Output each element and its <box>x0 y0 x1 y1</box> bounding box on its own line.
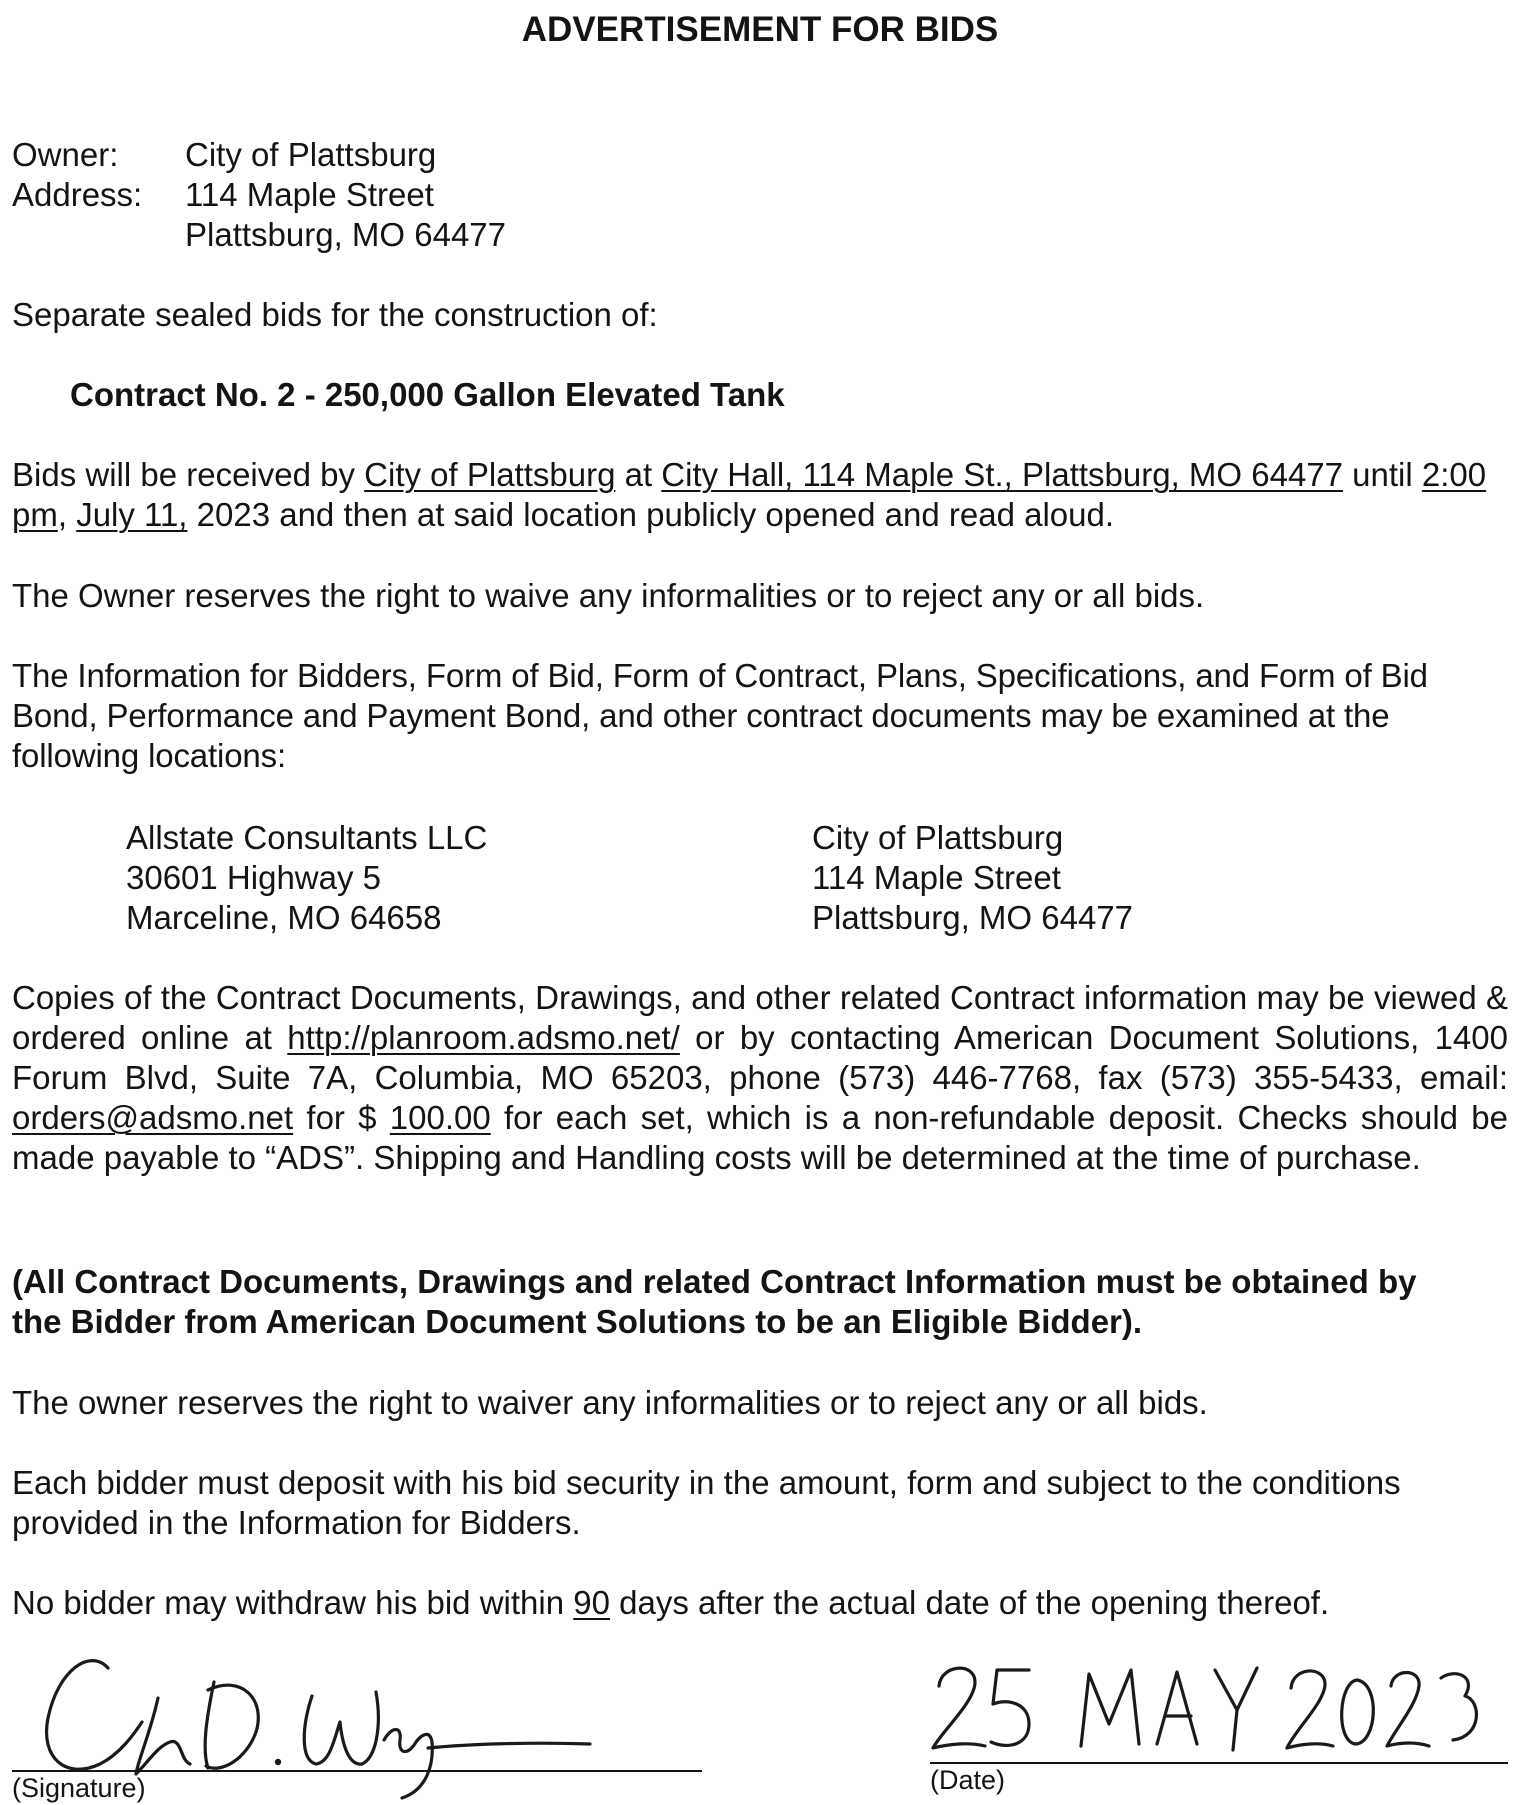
document-title: ADVERTISEMENT FOR BIDS <box>521 10 999 49</box>
owner-label: Owner: <box>12 136 119 173</box>
owner-address-block <box>12 135 1508 255</box>
eligibility-note: (All Contract Documents, Drawings and related Contract Information must be obtained by the Bidder from American Document Solutions to be an Eligible Bidder). <box>12 1263 1417 1340</box>
contract-title: Contract No. 2 - 250,000 Gallon Elevated Tank <box>70 376 785 413</box>
bid-date: July 11, <box>76 496 188 533</box>
information-paragraph: The Information for Bidders, Form of Bid, Form of Contract, Plans, Specifications, and Form of Bid Bond, Performance and Payment Bond, and other contract documents may be examined at the following locations: <box>12 657 1428 774</box>
reserve-right-paragraph: The Owner reserves the right to waive any informalities or to reject any or all bids. <box>12 577 1205 614</box>
location-city: City of Plattsburg 114 Maple Street Plattsburg, MO 64477 <box>812 819 1134 936</box>
copies-paragraph: Copies of the Contract Documents, Drawings, and other related Contract information may be viewed & ordered online at http://planroom.adsmo.net/ or by contacting American Document Solutions, 1400 Forum Blvd, Suite 7A, Columbia, MO 65203, phone (573) 446-7768, fax (573) 355-5433, email: orders@adsmo.net for $ 100.00 for each set, which is a non-refundable deposit. Checks should be made payable to “ADS”. Shipping and Handling costs will be determined at the time of purchase. <box>12 979 1508 1176</box>
withdraw-paragraph: No bidder may withdraw his bid within 90 days after the actual date of the opening thereof. <box>12 1584 1330 1621</box>
bid-location: City Hall, 114 Maple St., Plattsburg, MO 64477 <box>661 456 1344 493</box>
date-caption: (Date) <box>930 1765 1006 1795</box>
receiver-name: City of Plattsburg <box>364 456 616 493</box>
planroom-link[interactable]: http://planroom.adsmo.net/ <box>287 1019 680 1056</box>
signature-caption: (Signature) <box>12 1773 146 1803</box>
address-line-2: Plattsburg, MO 64477 <box>185 216 507 253</box>
bids-received-paragraph: Bids will be received by City of Plattsburg at City Hall, 114 Maple St., Plattsburg, MO 64477 until 2:00 pm, July 11, 2023 and then at said location publicly opened and read aloud. <box>12 456 1487 533</box>
withdraw-days: 90 <box>573 1584 610 1621</box>
address-label: Address: <box>12 176 143 213</box>
address-line-1: 114 Maple Street <box>185 176 434 213</box>
set-price: 100.00 <box>389 1099 491 1136</box>
deposit-paragraph: Each bidder must deposit with his bid security in the amount, form and subject to the conditions provided in the Information for Bidders. <box>12 1464 1401 1541</box>
orders-email[interactable]: orders@adsmo.net <box>12 1099 294 1136</box>
date-line <box>930 1762 1508 1764</box>
signature-line <box>12 1770 702 1772</box>
bid-time: 2:00 pm <box>12 456 1487 533</box>
owner-value: City of Plattsburg <box>185 136 437 173</box>
intro-text: Separate sealed bids for the construction of: <box>12 296 658 333</box>
handwritten-date <box>925 1640 1405 1770</box>
reserve-waiver-paragraph: The owner reserves the right to waiver any informalities or to reject any or all bids. <box>12 1384 1208 1421</box>
location-allstate: Allstate Consultants LLC 30601 Highway 5 Marceline, MO 64658 <box>126 819 488 936</box>
